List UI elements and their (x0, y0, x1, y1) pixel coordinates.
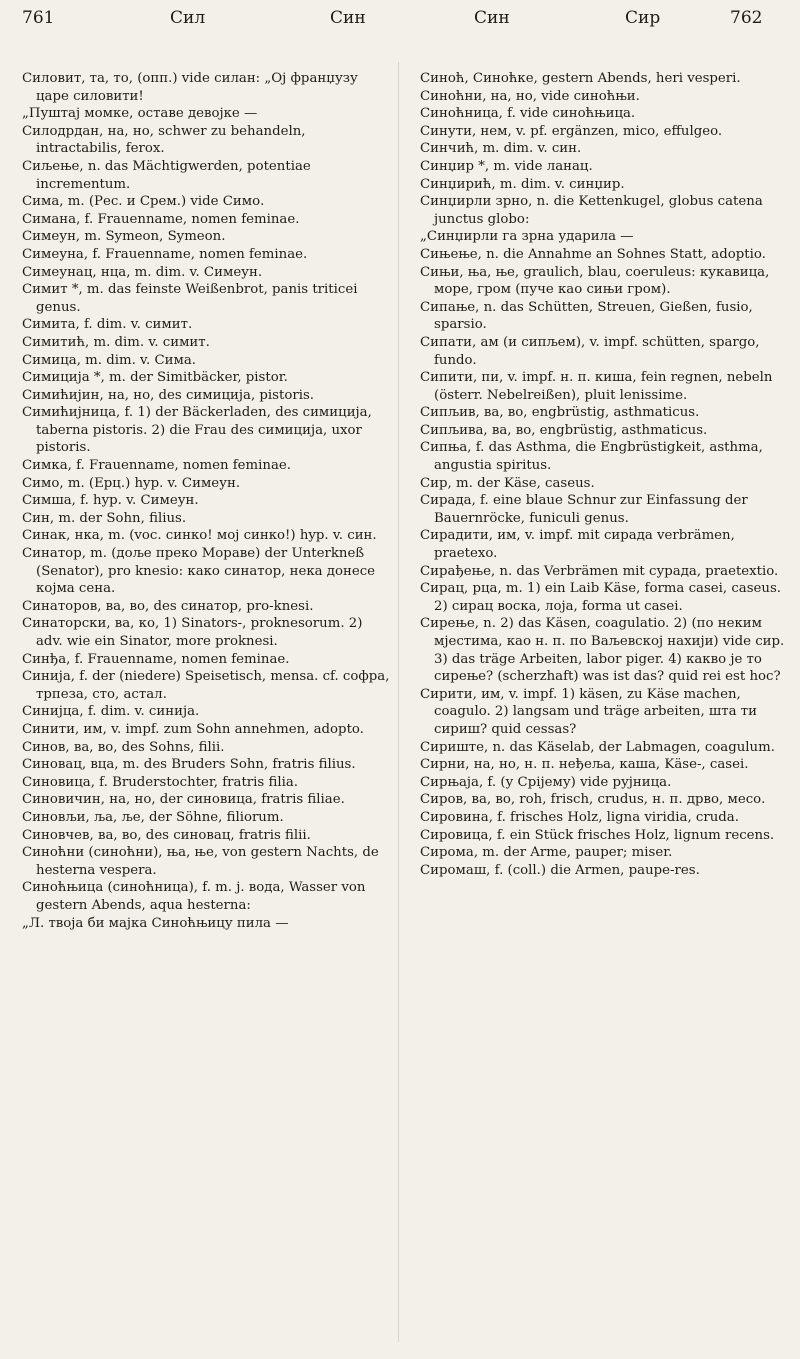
dictionary-entry: Силовит, тa, то, (опп.) vide силан: „Oj франџузу царе силовити! (22, 71, 358, 104)
left-page-number: 761 (22, 8, 55, 28)
dictionary-entry: Синак, нка, m. (voc. синко! мој синко!) hyp. v. син. (22, 528, 377, 544)
dictionary-entry: Сипити, пи, v. impf. н. п. киша, fein regnen, nebeln (österr. Nebelreißen), pluit lenissime. (420, 370, 773, 403)
dictionary-entry: Сировина, f. frisches Holz, ligna viridia, cruda. (420, 809, 739, 825)
dictionary-entry: Синовљи, ља, ље, der Söhne, filiorum. (22, 809, 284, 825)
left-guide-word-last: Син (330, 8, 366, 28)
dictionary-entry: Синијца, f. dim. v. синија. (22, 704, 200, 720)
dictionary-entry: Симица, m. dim. v. Сима. (22, 352, 196, 368)
dictionary-entry: Синоћни (синоћни), ња, ње, von gestern Nachts, de hesterna vespera. (22, 845, 379, 878)
dictionary-entry: Синаторски, ва, ко, 1) Sinators-, proknesorum. 2) adv. wie ein Sinator, more proknesi. (22, 616, 363, 649)
dictionary-entry: Сипање, n. das Schütten, Streuen, Gießen, fusio, sparsio. (420, 299, 753, 333)
dictionary-entry: Сипња, f. das Asthma, die Engbrüstigkeit, asthma, angustia spiritus. (420, 440, 763, 474)
dictionary-entry: Синоћњица (синоћница), f. m. j. вода, Wasser von gestern Abends, aqua hesterna: (22, 880, 366, 913)
dictionary-entry: Синовчев, ва, во, des синовац, fratris filii. (22, 827, 311, 843)
dictionary-entry: Синовац, вца, m. des Bruders Sohn, fratris filius. (22, 757, 356, 773)
dictionary-entry: Синити, им, v. impf. zum Sohn annehmen, adopto. (22, 721, 364, 737)
dictionary-entry: „Пуштај момке, оставе девојке — (22, 106, 258, 122)
dictionary-entry: Синовица, f. Bruderstochter, fratris filia. (22, 774, 298, 790)
dictionary-entry: Сириште, n. das Käselab, der Labmagen, coagulum. (420, 739, 775, 755)
right-guide-word-first: Син (474, 8, 510, 28)
dictionary-entry: Силодрдан, на, но, schwer zu behandeln, intractabilis, ferox. (22, 123, 306, 157)
dictionary-entry: Синчић, m. dim. v. син. (420, 141, 582, 157)
dictionary-entry: Сирити, им, v. impf. 1) käsen, zu Käse machen, coagulo. 2) langsam und träge arbeiten, шта ти сириш? quid cessas? (420, 686, 757, 737)
dictionary-entry: Сињење, n. die Annahme an Sohnes Statt, adoptio. (420, 246, 766, 262)
dictionary-entry: Синђа, f. Frauenname, nomen feminae. (22, 651, 290, 667)
left-guide-word-first: Сил (170, 8, 206, 28)
dictionary-entry: Синија, f. der (niedere) Speisetisch, mensa. cf. софра, трпеза, сто, астал. (22, 669, 390, 702)
page-header (0, 0, 800, 34)
dictionary-entry: Сирац, рца, m. 1) ein Laib Käse, forma casei, caseus. 2) сирац воска, лоја, forma ut casei. (420, 581, 782, 614)
dictionary-entry: Симша, f. hyp. v. Симеун. (22, 493, 199, 509)
dictionary-entry: Симана, f. Frauenname, nomen feminae. (22, 211, 300, 227)
dictionary-entry: Сипљива, ва, во, engbrüstig, asthmaticus. (420, 422, 708, 438)
dictionary-entry: Синути, нем, v. pf. ergänzen, mico, effulgeo. (420, 123, 723, 139)
dictionary-entry: Синџир *, m. vide ланац. (420, 158, 593, 174)
left-column (22, 70, 392, 932)
dictionary-entry: Симићијница, f. 1) der Bäckerladen, des симиција, taberna pistoris. 2) die Frau des симиција, uxor pistoris. (22, 405, 372, 456)
dictionary-entry: Симеунац, нца, m. dim. v. Симеун. (22, 264, 263, 280)
dictionary-entry: Симиција *, m. der Simitbäcker, pistor. (22, 370, 288, 386)
dictionary-entry: Синаторов, ва, во, des синатор, pro-knesi. (22, 598, 314, 614)
dictionary-entry: Сир, m. der Käse, caseus. (420, 475, 595, 491)
dictionary-entry: „Л. твоја би мајка Синоћњицу пила — (22, 915, 289, 931)
dictionary-entry: „Синџирли га зрна ударила — (420, 229, 634, 245)
dictionary-entry: Сирома, m. der Arme, pauper; miser. (420, 845, 673, 861)
dictionary-entry: Сирни, на, но, н. п. неђеља, каша, Käse-, casei. (420, 757, 749, 773)
dictionary-entry: Симка, f. Frauenname, nomen feminae. (22, 458, 291, 474)
dictionary-entry: Син, m. der Sohn, filius. (22, 510, 187, 526)
dictionary-entry: Сировица, f. ein Stück frisches Holz, lignum recens. (420, 827, 775, 843)
dictionary-entry: Симо, m. (Ерц.) hyp. v. Симеун. (22, 475, 241, 491)
dictionary-entry: Сирење, n. 2) das Käsen, coagulatio. 2) (по неким мјестима, као н. п. по Ваљевској нахији) vide сир. 3) das träge Arbeiten, labor piger. 4) какво је то сирење? (scherzhaft) was ist das? quid rei est hoc? (420, 616, 785, 685)
dictionary-entry: Сирадити, им, v. impf. mit сирада verbrämen, praetexo. (420, 528, 735, 562)
dictionary-entry: Симитић, m. dim. v. симит. (22, 334, 210, 350)
dictionary-entry: Синџирић, m. dim. v. синџир. (420, 176, 625, 192)
dictionary-entry: Сирњаја, f. (у Срijему) vide рујница. (420, 774, 672, 790)
dictionary-entry: Сима, m. (Рес. и Срем.) vide Симо. (22, 194, 265, 210)
dictionary-entry: Симеун, m. Symeon, Symeon. (22, 229, 226, 245)
dictionary-entry: Сињи, ња, ње, graulich, blau, coeruleus: кукавица, море, гром (пуче као сињи гром). (420, 264, 770, 298)
right-guide-word-last: Сир (625, 8, 661, 28)
dictionary-entry: Сиров, ва, во, roh, frisch, crudus, н. п. дрво, месо. (420, 792, 766, 808)
dictionary-entry: Симеуна, f. Frauenname, nomen feminae. (22, 246, 308, 262)
dictionary-entry: Сиљење, n. das Mächtigwerden, potentiae incrementum. (22, 158, 311, 192)
dictionary-entry: Синов, ва, во, des Sohns, filii. (22, 739, 225, 755)
dictionary-entry: Синџирли зрно, n. die Kettenkugel, globus catena junctus globo: (420, 194, 763, 227)
dictionary-entry: Синовичин, на, но, der синовица, fratris filiae. (22, 792, 345, 808)
dictionary-entry: Синатор, m. (доље преко Мораве) der Unterkneß (Senator), pro knesio: како синатор, нека донесе којма сена. (22, 546, 376, 597)
right-page-number: 762 (730, 8, 763, 28)
dictionary-entry: Сирада, f. eine blaue Schnur zur Einfassung der Bauernröcke, funiculi genus. (420, 493, 748, 526)
dictionary-entry: Сиромаш, f. (coll.) die Armen, paupe-res. (420, 862, 700, 878)
dictionary-entry: Сипати, ам (и сипљем), v. impf. schütten, spargo, fundo. (420, 334, 760, 368)
dictionary-entry: Синоћ, Синоћке, gestern Abends, heri vesperi. (420, 71, 741, 86)
dictionary-entry: Симит *, m. das feinste Weißenbrot, panis triticei genus. (22, 282, 358, 315)
dictionary-entry: Симита, f. dim. v. симит. (22, 317, 193, 333)
right-column (420, 70, 790, 879)
dictionary-entry: Синоћница, f. vide синоћњица. (420, 106, 636, 122)
dictionary-entry: Симићијин, на, но, des симиција, pistoris. (22, 387, 314, 403)
dictionary-entry: Сипљив, ва, во, engbrüstig, asthmaticus. (420, 405, 700, 421)
dictionary-entry: Синоћни, на, но, vide синоћњи. (420, 88, 640, 104)
dictionary-entry: Сирађење, n. das Verbrämen mit сурада, praetextio. (420, 563, 779, 579)
column-divider (398, 62, 399, 1342)
